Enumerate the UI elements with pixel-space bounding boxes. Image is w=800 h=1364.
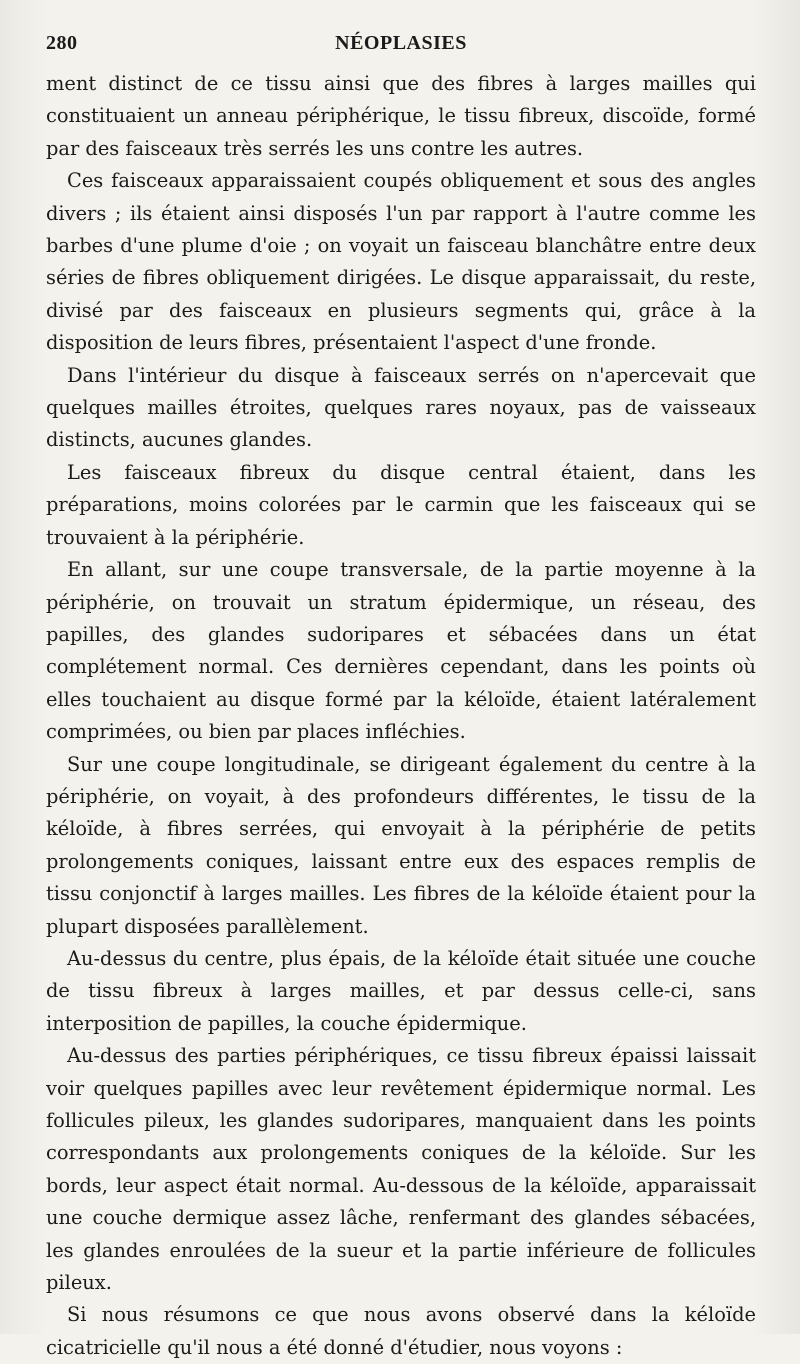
paragraph: Si nous résumons ce que nous avons observé dans la kéloïde cicatricielle qu'il nous a été donné d'étudier, nous voyons : xyxy=(46,1303,756,1359)
paragraph: Au-dessus du centre, plus épais, de la kéloïde était située une couche de tissu fibreux à larges mailles, et par dessus celle-ci, sans interposition de papilles, la couche épidermique. xyxy=(46,946,756,1035)
paragraph: Au-dessus des parties périphériques, ce tissu fibreux épaissi laissait voir quelques papilles avec leur revêtement épidermique normal. Les follicules pileux, les glandes sudoripares, manquaient dans les points correspondants aux prolongements coniques de la kéloïde. Sur les bords, leur aspect était normal. Au-dessous de la kéloïde, apparaissait une couche dermique assez lâche, renfermant des glandes sébacées, les glandes enroulées de la sueur et la partie inférieure de follicules pileux. xyxy=(46,1044,756,1295)
paragraph: En allant, sur une coupe transversale, de la partie moyenne à la périphérie, on trouvait un stratum épidermique, un réseau, des papilles, des glandes sudoripares et sébacées dans un état complétement normal. Ces dernières cependant, dans les points où elles touchaient au disque formé par la kéloïde, étaient latéralement comprimées, ou bien par places infléchies. xyxy=(46,558,756,744)
paragraph: Les faisceaux fibreux du disque central étaient, dans les préparations, moins colorées par le carmin que les faisceaux qui se trouvaient à la périphérie. xyxy=(46,460,756,549)
running-title: NÉOPLASIES xyxy=(335,32,467,54)
paragraph-continued: ment distinct de ce tissu ainsi que des fibres à larges mailles qui constituaient un anneau périphérique, le tissu fibreux, discoïde, formé par des faisceaux très serrés les uns contre les autres. xyxy=(46,72,756,160)
paragraph: Sur une coupe longitudinale, se dirigeant également du centre à la périphérie, on voyait, à des profondeurs différentes, le tissu de la kéloïde, à fibres serrées, qui envoyait à la périphérie de petits prolongements coniques, laissant entre eux des espaces remplis de tissu conjonctif à larges mailles. Les fibres de la kéloïde étaient pour la plupart disposées parallèlement. xyxy=(46,752,756,938)
paragraph: Dans l'intérieur du disque à faisceaux serrés on n'apercevait que quelques mailles étroites, quelques rares noyaux, pas de vaisseaux distincts, aucunes glandes. xyxy=(46,363,756,452)
page-number: 280 xyxy=(46,32,78,54)
paragraph: Ces faisceaux apparaissaient coupés obliquement et sous des angles divers ; ils étaient ainsi disposés l'un par rapport à l'autre comme les barbes d'une plume d'oie ; on voyait un faisceau blanchâtre entre deux séries de fibres obliquement dirigées. Le disque apparaissait, du reste, divisé par des faisceaux en plusieurs segments qui, grâce à la disposition de leurs fibres, présentaient l'aspect d'une fronde. xyxy=(46,169,756,355)
body-text xyxy=(46,68,756,1364)
running-head xyxy=(46,28,756,58)
